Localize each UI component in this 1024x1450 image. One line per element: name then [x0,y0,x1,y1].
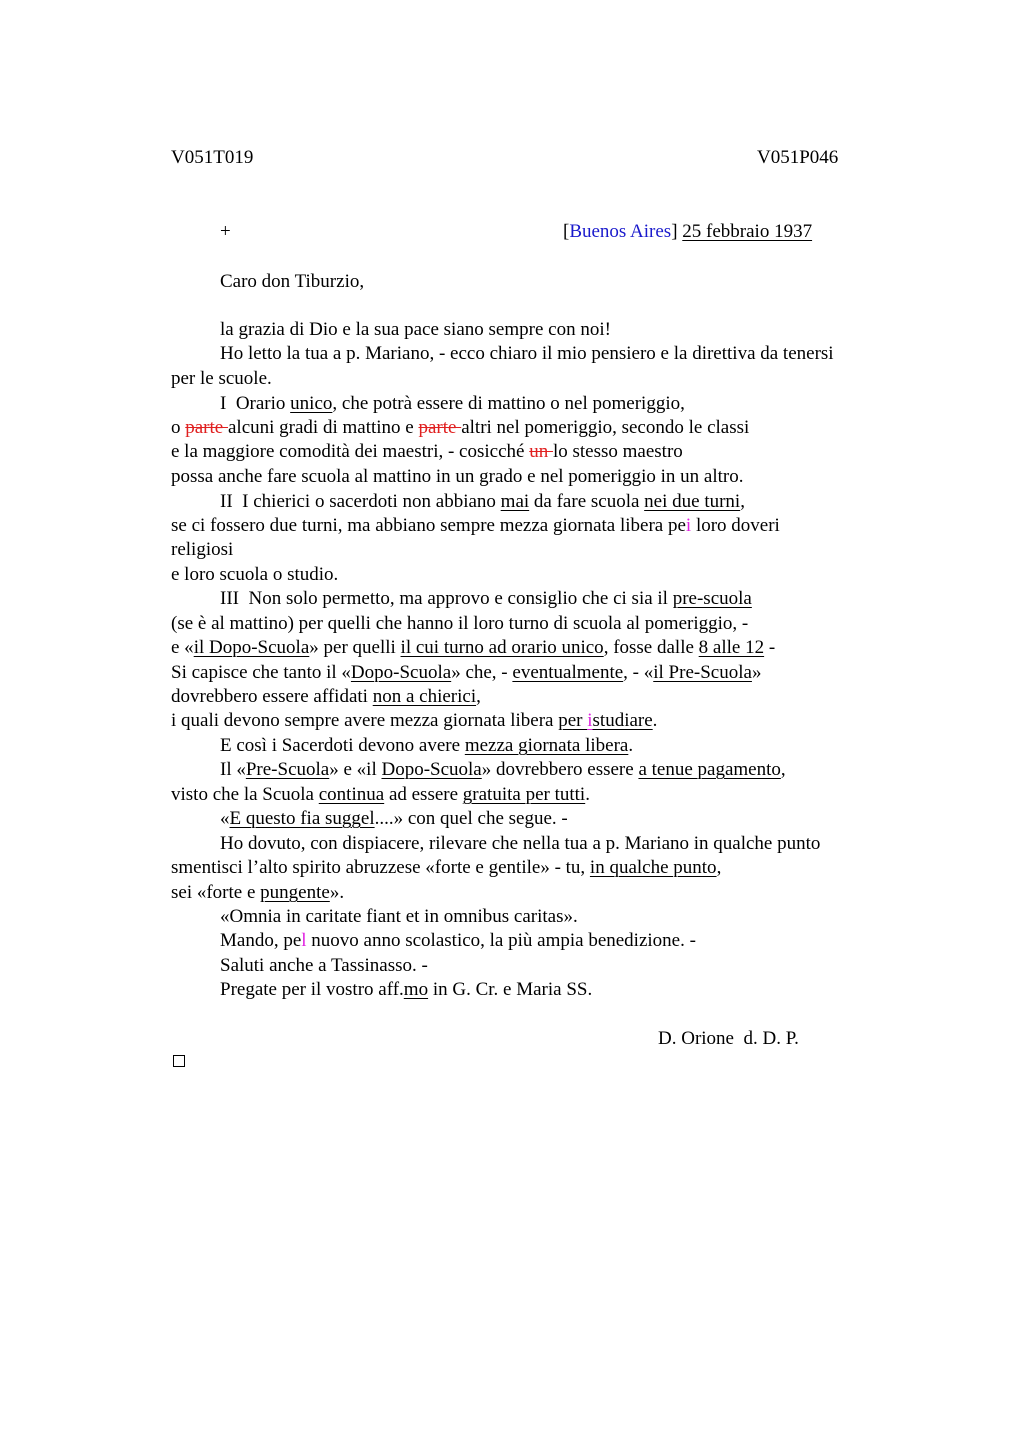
body-line: i quali devono sempre avere mezza giornata libera per istudiare. [171,710,658,731]
body-line: Mando, pel nuovo anno scolastico, la più ampia benedizione. - [220,930,696,951]
inserted-text: i [685,515,692,536]
deleted-text: parte [418,417,462,438]
body-line: (se è al mattino) per quelli che hanno il loro turno di scuola al pomeriggio, - [171,613,749,634]
body-line: sei «forte e pungente». [171,882,345,903]
body-line: visto che la Scuola continua ad essere gratuita per tutti. [171,784,590,805]
inserted-text: i [587,710,593,731]
body-line: o parte alcuni gradi di mattino e parte altri nel pomeriggio, secondo le classi [171,417,750,438]
body-line: e «il Dopo-Scuola» per quelli il cui turno ad orario unico, fosse dalle 8 alle 12 - [171,637,776,658]
body-line: Ho letto la tua a p. Mariano, - ecco chiaro il mio pensiero e la direttiva da tenersi [220,343,834,364]
body-line: Ho dovuto, con dispiacere, rilevare che nella tua a p. Mariano in qualche punto [220,833,821,854]
inserted-text: l [301,930,307,951]
document-code-right: V051P046 [757,147,839,168]
body-line: e loro scuola o studio. [171,564,339,585]
body-line: Si capisce che tanto il «Dopo-Scuola» che, - eventualmente, - «il Pre-Scuola» [171,662,762,683]
place-name: Buenos Aires [569,221,672,242]
deleted-text: parte [185,417,228,438]
body-line: I Orario unico, che potrà essere di mattino o nel pomeriggio, [220,393,685,414]
body-line: «E questo fia suggel....» con quel che segue. - [220,808,568,829]
salutation: Caro don Tiburzio, [220,271,365,292]
body-line: dovrebbero essere affidati non a chierici, [171,686,481,707]
body-line: II I chierici o sacerdoti non abbiano mai da fare scuola nei due turni, [220,491,745,512]
body-line: possa anche fare scuola al mattino in un grado e nel pomeriggio in un altro. [171,466,744,487]
body-line: Saluti anche a Tassinasso. - [220,955,428,976]
deleted-text: un [529,441,553,462]
date-line: [Buenos Aires] 25 febbraio 1937 [563,221,813,242]
body-line: religiosi [171,539,234,560]
document-code-left: V051T019 [171,147,254,168]
body-line: III Non solo permetto, ma approvo e consiglio che ci sia il pre-scuola [220,588,752,609]
body-line: «Omnia in caritate fiant et in omnibus caritas». [220,906,578,927]
body-line: E così i Sacerdoti devono avere mezza giornata libera. [220,735,634,756]
body-line: smentisci l’alto spirito abruzzese «forte e gentile» - tu, in qualche punto, [171,857,722,878]
cross-mark: + [220,221,231,242]
body-line: e la maggiore comodità dei maestri, - cosicché un lo stesso maestro [171,441,683,462]
body-line: per le scuole. [171,368,272,389]
body-line: se ci fossero due turni, ma abbiano sempre mezza giornata libera pei loro doveri [171,515,780,536]
body-line: Pregate per il vostro aff.mo in G. Cr. e Maria SS. [220,979,593,1000]
body-line: Il «Pre-Scuola» e «il Dopo-Scuola» dovrebbero essere a tenue pagamento, [220,759,786,780]
signature: D. Orione d. D. P. [658,1028,799,1049]
letter-date: 25 febbraio 1937 [682,221,813,242]
body-line: la grazia di Dio e la sua pace siano sempre con noi! [220,319,611,340]
end-square-icon [173,1055,185,1067]
